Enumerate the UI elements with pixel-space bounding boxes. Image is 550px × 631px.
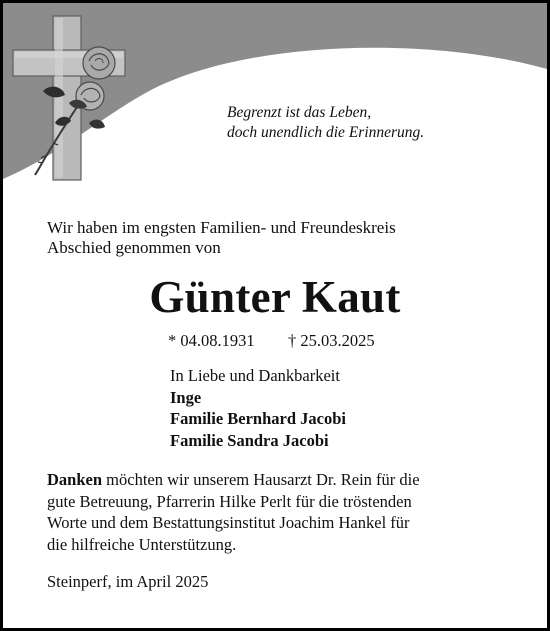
birth-date: * 04.08.1931 <box>168 331 255 350</box>
mourner-name: Familie Bernhard Jacobi <box>170 409 346 428</box>
intro-line: Wir haben im engsten Familien- und Freundeskreis <box>47 218 396 237</box>
mourner-name: Familie Sandra Jacobi <box>170 430 329 450</box>
thanks-line: Worte und dem Bestattungsinstitut Joachim Hankel für <box>47 513 410 532</box>
thanks-line: gute Betreuung, Pfarrerin Hilke Perlt für die tröstenden <box>47 491 412 511</box>
mourners-heading: In Liebe und Dankbarkeit <box>170 366 340 385</box>
thanks-line <box>47 469 527 491</box>
header-banner <box>3 3 547 193</box>
deceased-name: Günter Kaut <box>149 272 401 322</box>
motto-line: Begrenzt ist das Leben, <box>227 104 372 121</box>
rose-top <box>83 47 115 79</box>
thanks-line: die hilfreiche Unterstützung. <box>47 534 237 554</box>
mourners-block <box>170 365 346 451</box>
thanks-line-text: möchten wir unserem Hausarzt Dr. Rein für die <box>102 470 420 489</box>
life-dates <box>168 331 375 351</box>
place-and-date: Steinperf, im April 2025 <box>47 572 209 591</box>
intro-line: Abschied genommen von <box>47 238 221 257</box>
death-date: † 25.03.2025 <box>288 331 375 350</box>
motto-line: doch unendlich die Erinnerung. <box>227 124 425 141</box>
thanks-paragraph <box>47 469 527 555</box>
memorial-motto <box>227 103 424 143</box>
thanks-lead: Danken <box>47 470 103 489</box>
intro-text <box>47 218 527 258</box>
mourner-name: Inge <box>170 387 202 407</box>
